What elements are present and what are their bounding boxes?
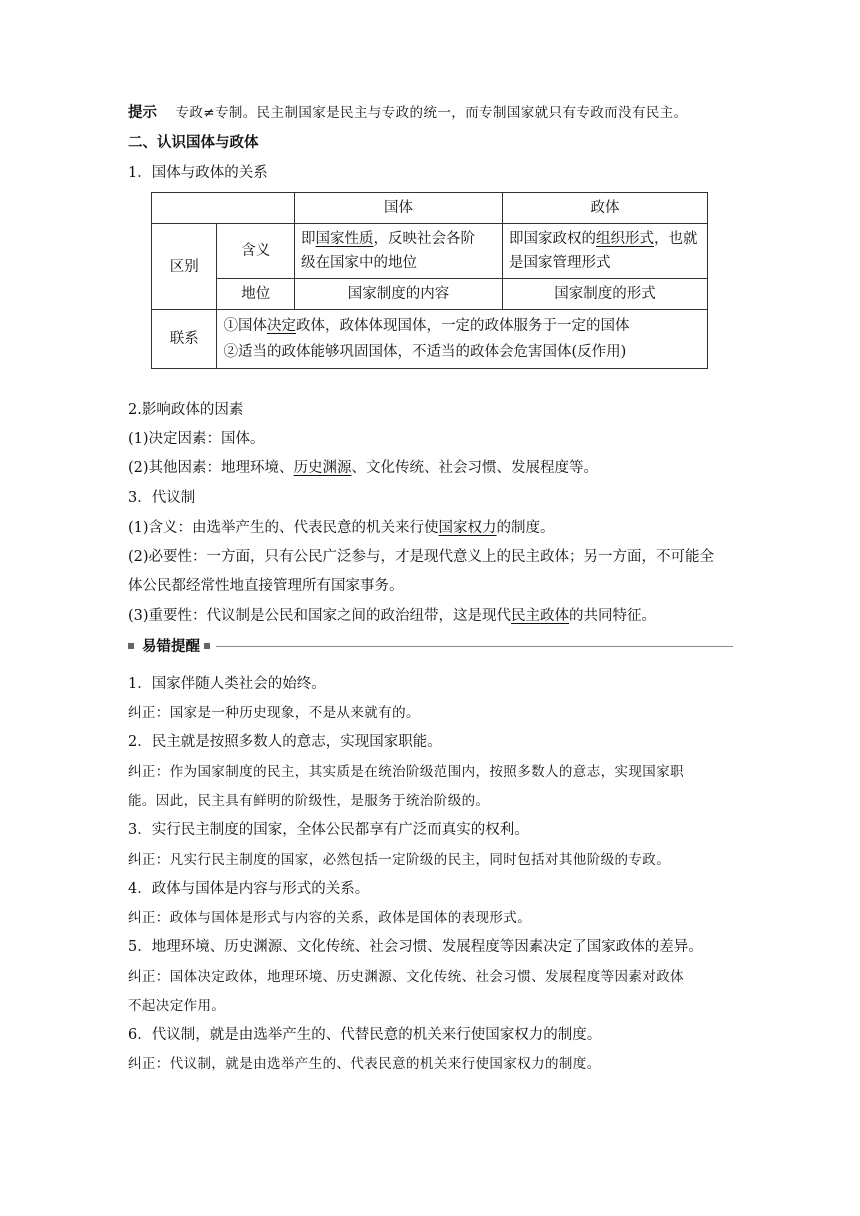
underlined-term: 组织形式 — [596, 231, 654, 247]
diwei-label: 地位 — [217, 279, 295, 310]
divider — [216, 646, 733, 647]
cell-text: ②适当的政体能够巩固国体，不适当的政体会危害国体(反作用) — [223, 344, 627, 360]
comparison-table — [151, 192, 708, 369]
text: 、文化传统、社会习惯、发展程度等。 — [351, 460, 599, 476]
cell-text: 政体，政体体现国体，一定的政体服务于一定的国体 — [295, 318, 630, 334]
item3-2-line1: (2)必要性：一方面，只有公民广泛参与，才是现代意义上的民主政体；另一方面，不可能全 — [128, 549, 715, 565]
section-heading: 二、认识国体与政体 — [128, 135, 259, 151]
square-bullet-icon — [204, 643, 210, 649]
text: (2)其他因素：地理环境、 — [128, 460, 294, 476]
lianxi-cell — [217, 310, 708, 369]
text: 的共同特征。 — [569, 608, 657, 624]
item2-1: (1)决定因素：国体。 — [128, 431, 265, 447]
correction-5-line2: 不起决定作用。 — [128, 998, 226, 1014]
correction-6: 纠正：代议制，就是由选举产生的、代表民意的机关来行使国家权力的制度。 — [128, 1056, 601, 1072]
guoti-diwei-cell: 国家制度的内容 — [295, 279, 503, 310]
cell-text: 是国家管理形式 — [509, 255, 611, 271]
lianxi-label: 联系 — [152, 310, 217, 369]
text: (3)重要性：代议制是公民和国家之间的政治纽带，这是现代 — [128, 608, 512, 624]
underlined-term: 国家性质 — [315, 231, 374, 247]
error-5: 5．地理环境、历史渊源、文化传统、社会习惯、发展程度等因素决定了国家政体的差异。 — [128, 939, 703, 955]
correction-1: 纠正：国家是一种历史现象，不是从来就有的。 — [128, 705, 420, 721]
hint-label: 提示 — [128, 105, 157, 121]
underlined-term: 国家权力 — [438, 520, 497, 536]
errors-title: 易错提醒 — [142, 639, 200, 655]
cell-text: ①国体 — [223, 318, 267, 334]
hanyi-label: 含义 — [217, 224, 295, 279]
correction-3: 纠正：凡实行民主制度的国家，必然包括一定阶级的民主，同时包括对其他阶级的专政。 — [128, 852, 671, 868]
item1-title: 1．国体与政体的关系 — [128, 165, 268, 181]
errors-section-heading — [128, 636, 733, 658]
square-bullet-icon — [128, 643, 134, 649]
correction-5-line1: 纠正：国体决定政体，地理环境、历史渊源、文化传统、社会习惯、发展程度等因素对政体 — [128, 969, 684, 985]
underlined-term: 决定 — [266, 318, 296, 334]
error-2: 2．民主就是按照多数人的意志，实现国家职能。 — [128, 734, 442, 750]
item3-1 — [128, 518, 555, 538]
item2-2 — [128, 458, 598, 478]
header-guoti: 国体 — [295, 193, 503, 224]
hint-paragraph — [128, 103, 688, 123]
correction-2-line1: 纠正：作为国家制度的民主，其实质是在统治阶级范围内，按照多数人的意志，实现国家职 — [128, 764, 684, 780]
error-6: 6．代议制，就是由选举产生的、代替民意的机关来行使国家权力的制度。 — [128, 1027, 602, 1043]
zhengti-diwei-cell: 国家制度的形式 — [503, 279, 708, 310]
cell-text: 级在国家中的地位 — [301, 255, 417, 271]
item3-2-line2: 体公民都经常性地直接管理所有国家事务。 — [128, 578, 404, 594]
item3-title: 3．代议制 — [128, 490, 196, 506]
text: (1)含义：由选举产生的、代表民意的机关来行使 — [128, 520, 439, 536]
correction-4: 纠正：政体与国体是形式与内容的关系，政体是国体的表现形式。 — [128, 910, 532, 926]
header-zhengti: 政体 — [503, 193, 708, 224]
cell-text: 即 — [301, 231, 316, 247]
cell-text: 即国家政权的 — [509, 231, 596, 247]
hint-text: 专政≠专制。民主制国家是民主与专政的统一，而专制国家就只有专政而没有民主。 — [175, 105, 688, 121]
guoti-hanyi-cell — [295, 224, 503, 279]
item2-title: 2.影响政体的因素 — [128, 402, 244, 418]
correction-2-line2: 能。因此，民主具有鲜明的阶级性，是服务于统治阶级的。 — [128, 793, 490, 809]
error-3: 3．实行民主制度的国家，全体公民都享有广泛而真实的权利。 — [128, 822, 529, 838]
table-row-lianxi — [152, 310, 708, 369]
underlined-term: 民主政体 — [511, 608, 570, 624]
error-4: 4．政体与国体是内容与形式的关系。 — [128, 881, 370, 897]
item3-3 — [128, 606, 656, 626]
error-1: 1．国家伴随人类社会的始终。 — [128, 676, 326, 692]
cell-text: ，也就 — [654, 231, 698, 247]
underlined-term: 历史渊源 — [293, 460, 352, 476]
table-row-hanyi — [152, 224, 708, 279]
qubie-label: 区别 — [152, 224, 217, 310]
table-header-row — [152, 193, 708, 224]
text: 的制度。 — [496, 520, 555, 536]
table-corner-cell — [152, 193, 295, 224]
cell-text: ，反映社会各阶 — [373, 231, 475, 247]
table-row-diwei — [152, 279, 708, 310]
zhengti-hanyi-cell — [503, 224, 708, 279]
